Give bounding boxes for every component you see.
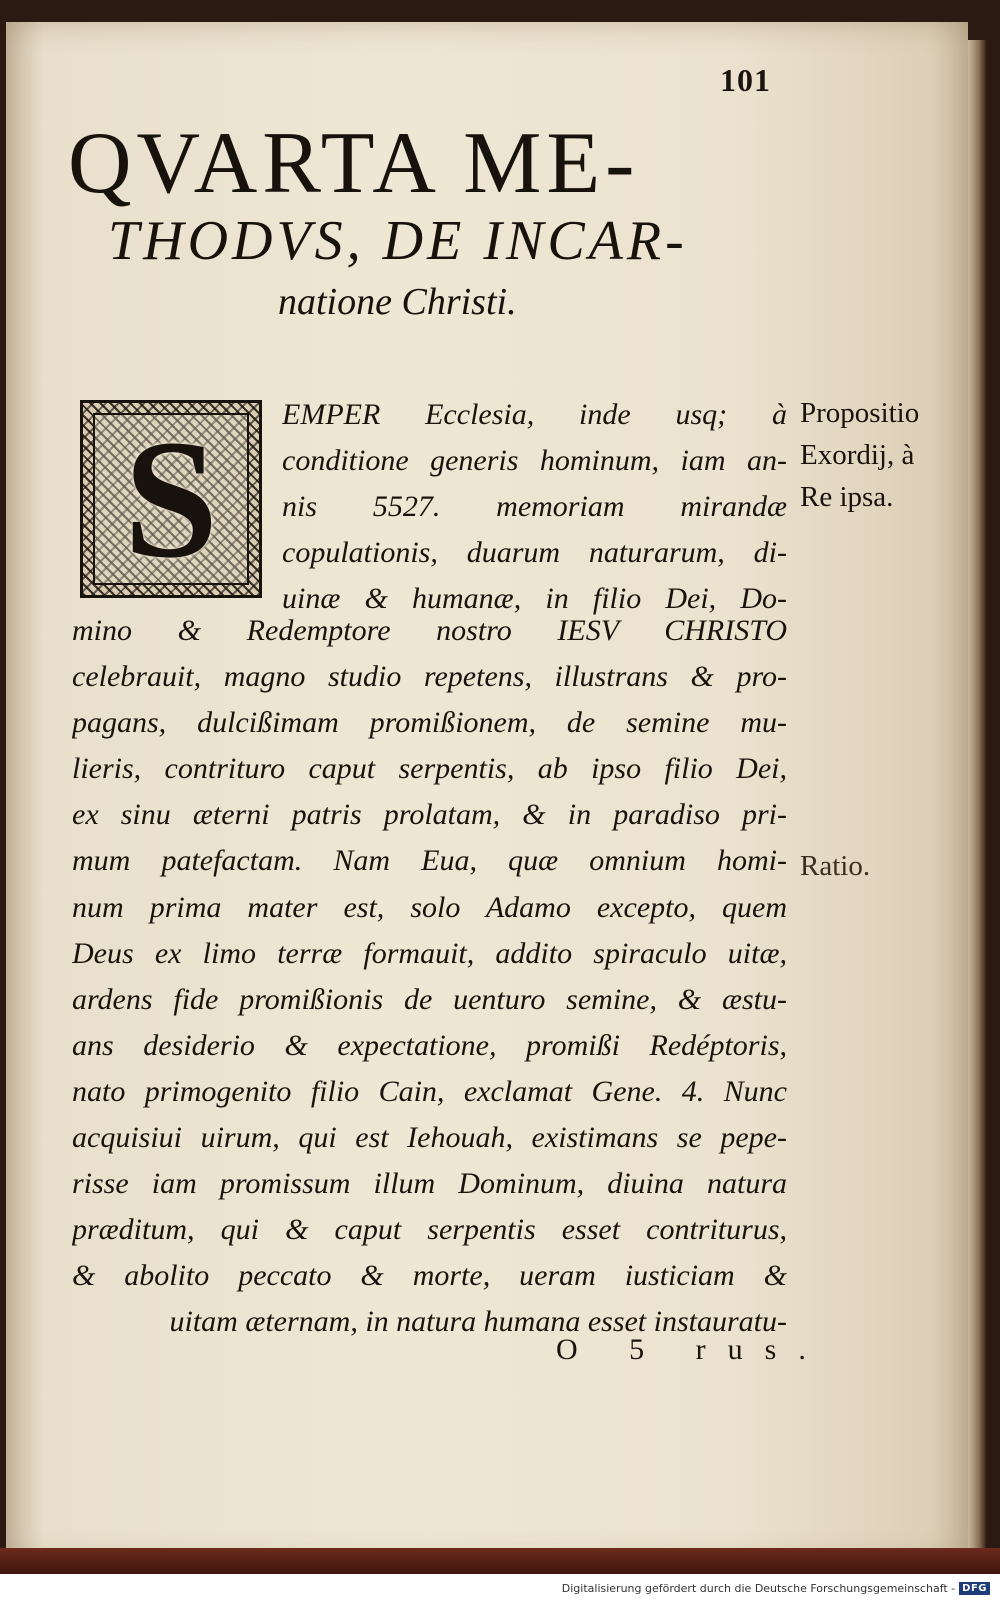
title-line-2: THODVS, DE INCAR- — [108, 210, 688, 272]
book-fore-edge — [968, 40, 986, 1560]
title-line-1: QVARTA ME- — [68, 115, 640, 212]
footer-text: Digitalisierung gefördert durch die Deutsche Forschungsgemeinschaft - — [561, 1581, 956, 1595]
margin-note-line: Re ipsa. — [800, 481, 894, 513]
text-line: lieris, contrituro caput serpentis, ab ipso filio Dei, — [72, 752, 787, 786]
text-line: ex sinu æterni patris prolatam, & in paradiso pri- — [72, 798, 787, 832]
text-line: mino & Redemptore nostro IESV CHRISTO — [72, 614, 787, 647]
text-line: mum patefactam. Nam Eua, quæ omnium homi- — [72, 844, 787, 878]
text-line: nis 5527. memoriam mirandæ — [282, 490, 787, 523]
text-line: uitam æternam, in natura humana esset instauratu- — [169, 1305, 787, 1339]
margin-note-line: Ratio. — [800, 850, 871, 882]
text-line: ans desiderio & expectatione, promißi Redéptoris, — [72, 1028, 787, 1062]
text-line: celebrauit, magno studio repetens, illustrans & pro- — [72, 660, 787, 694]
margin-note-line: Exordij, à — [800, 439, 915, 471]
text-line: conditione generis hominum, iam an- — [282, 444, 787, 477]
dfg-logo-icon: DFG — [959, 1582, 990, 1595]
catchword-signature: O 5 rus. — [556, 1333, 828, 1366]
text-line: nato primogenito filio Cain, exclamat Gene. 4. Nunc — [72, 1074, 787, 1108]
paragraph-body — [72, 608, 787, 1346]
text-line: præditum, qui & caput serpentis esset contriturus, — [72, 1213, 787, 1247]
text-line: ardens fide promißionis de uenturo semine, & æstu- — [72, 982, 787, 1016]
text-line: acquisiui uirum, qui est Iehouah, existimans se pepe- — [72, 1121, 787, 1155]
text-line: num prima mater est, solo Adamo excepto, quem — [72, 890, 787, 924]
page-number: 101 — [720, 62, 771, 98]
text-line: risse iam promissum illum Dominum, diuina natura — [72, 1167, 787, 1201]
text-line: copulationis, duarum naturarum, di- — [282, 536, 787, 569]
initial-frame — [93, 405, 249, 593]
title-line-3: natione Christi. — [278, 281, 517, 323]
text-line: & abolito peccato & morte, ueram iusticiam & — [72, 1259, 787, 1293]
margin-note-ratio — [800, 845, 920, 887]
margin-note-propositio — [800, 392, 965, 518]
footer-credit — [562, 1578, 990, 1598]
text-line: EMPER Ecclesia, inde usq; à — [282, 398, 787, 431]
text-line: Deus ex limo terræ formauit, addito spiraculo uitæ, — [72, 936, 787, 970]
text-line: uinæ & humanæ, in filio Dei, Do- — [282, 582, 787, 615]
initial-letter: S — [123, 405, 219, 593]
paragraph-opening — [282, 392, 787, 622]
margin-note-line: Propositio — [800, 397, 920, 429]
section-title — [68, 115, 788, 326]
decorated-initial — [80, 400, 262, 598]
book-binding-edge — [0, 1548, 1000, 1574]
text-line: pagans, dulcißimam promißionem, de semine mu- — [72, 706, 787, 740]
